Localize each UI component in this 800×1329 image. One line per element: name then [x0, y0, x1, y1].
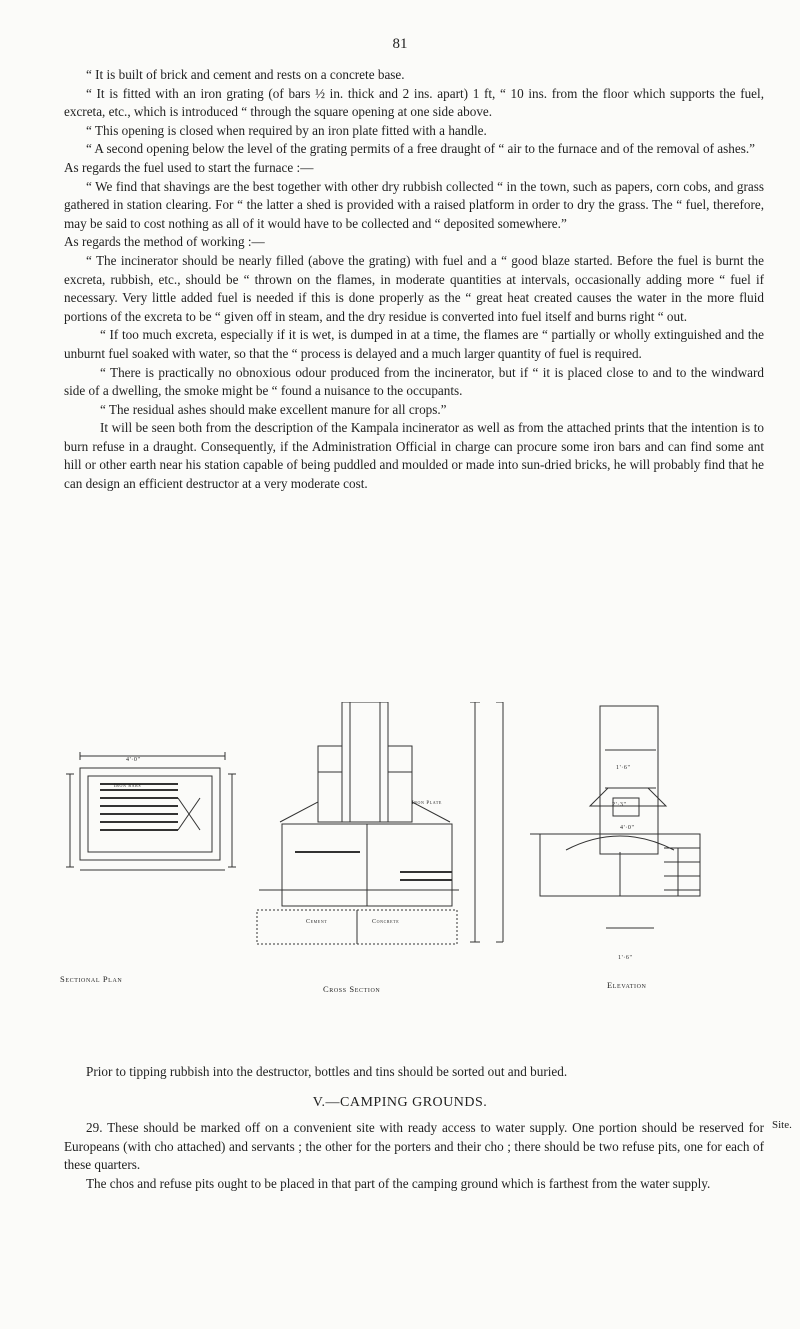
paragraph: As regards the method of working :—	[64, 234, 265, 250]
paragraph: “ It is fitted with an iron grating (of bars ½ in. thick and 2 ins. apart) 1 ft, “ 10 ins. from the floor which supports the fuel, excreta, etc., which is introduced “ through the square opening at one side above.	[64, 85, 764, 120]
sectional-plan-drawing	[66, 752, 236, 870]
page-number: 81	[392, 36, 408, 52]
elevation-mid-dimension: 2'·3"	[612, 802, 627, 808]
margin-note: Site.	[772, 1119, 792, 1131]
plan-width-label: 4'·0"	[126, 757, 141, 763]
sectional-plan-caption: Sectional Plan	[60, 974, 123, 984]
elevation-caption: Elevation	[607, 980, 647, 990]
body-text-top	[64, 66, 764, 494]
concrete-label: Concrete	[372, 919, 400, 925]
cross-section-drawing	[257, 702, 503, 944]
paragraph: 29. These should be marked off on a convenient site with ready access to water supply. One portion should be reserved for Europeans (with cho attached) and servants ; the other for the porters and their cho ; there should be two refuse pits, one for each of these quarters.	[64, 1120, 764, 1173]
incinerator-drawing	[60, 702, 740, 1062]
section-heading: V.—CAMPING GROUNDS.	[312, 1095, 488, 1110]
elevation-width-dimension: 4'·0"	[620, 825, 635, 831]
cross-section-caption: Cross Section	[323, 984, 381, 994]
paragraph: “ A second opening below the level of the grating permits of a free draught of “ air to the furnace and of the removal of ashes.”	[86, 141, 756, 157]
paragraph: “ It is built of brick and cement and rests on a concrete base.	[86, 67, 405, 82]
paragraph: It will be seen both from the description of the Kampala incinerator as well as from the attached prints that the intention is to burn refuse in a draught. Consequently, if the Administration Official in charge can procure some iron bars and can find some ant hill or other earth near his station capable of being puddled and moulded or made into sun-dried bricks, he will probably find that he can design an efficient destructor at a very moderate cost.	[64, 420, 764, 492]
elevation-top-dimension: 1'·6"	[616, 765, 631, 771]
elevation-base-dimension: 1'·6"	[618, 955, 633, 961]
body-text-bottom	[64, 1063, 764, 1082]
cement-label: Cement	[306, 919, 328, 925]
paragraph: “ This opening is closed when required by an iron plate fitted with a handle.	[86, 122, 487, 138]
paragraph: The chos and refuse pits ought to be placed in that part of the camping ground which is farthest from the water supply.	[86, 1175, 711, 1191]
body-text-end	[64, 1119, 764, 1193]
elevation-drawing	[530, 706, 700, 928]
paragraph: “ We find that shavings are the best together with other dry rubbish collected “ in the town, such as papers, corn cobs, and grass gathered in station clearing. For “ the latter a shed is provided with a raised platform in order to dry the grass. The “ fuel, therefore, may be said to cost nothing as all of it would have to be collected and “ deposited somewhere.”	[64, 178, 764, 231]
iron-plate-label: Iron Plate	[412, 801, 442, 806]
paragraph: “ There is practically no obnoxious odour produced from the incinerator, but if “ it is placed close to and to the windward side of a dwelling, the smoke might be “ found a nuisance to the occupants.	[64, 364, 764, 399]
paragraph: Prior to tipping rubbish into the destructor, bottles and tins should be sorted out and buried.	[86, 1064, 568, 1079]
incinerator-figure	[60, 702, 740, 1062]
iron-bars-label: Iron bars	[114, 784, 142, 789]
paragraph: As regards the fuel used to start the furnace :—	[64, 159, 314, 175]
paragraph: “ The residual ashes should make excellent manure for all crops.”	[100, 401, 447, 417]
paragraph: “ If too much excreta, especially if it is wet, is dumped in at a time, the flames are “ partially or wholly extinguished and the unburnt fuel soaked with water, so that the “ process is delayed and a much larger quantity of fuel is required.	[64, 327, 764, 361]
paragraph: “ The incinerator should be nearly filled (above the grating) with fuel and a “ good blaze started. Before the fuel is burnt the excreta, rubbish, etc., should be “ thrown on the flames, in moderate quantities at intervals, occasionally adding more “ fuel if necessary. Very little added fuel is needed if this is done properly as the “ great heat created causes the water in the more fluid portions of the excreta to be “ given off in steam, and the dry residue is converted into fuel itself and burns right “ out.	[64, 252, 764, 324]
